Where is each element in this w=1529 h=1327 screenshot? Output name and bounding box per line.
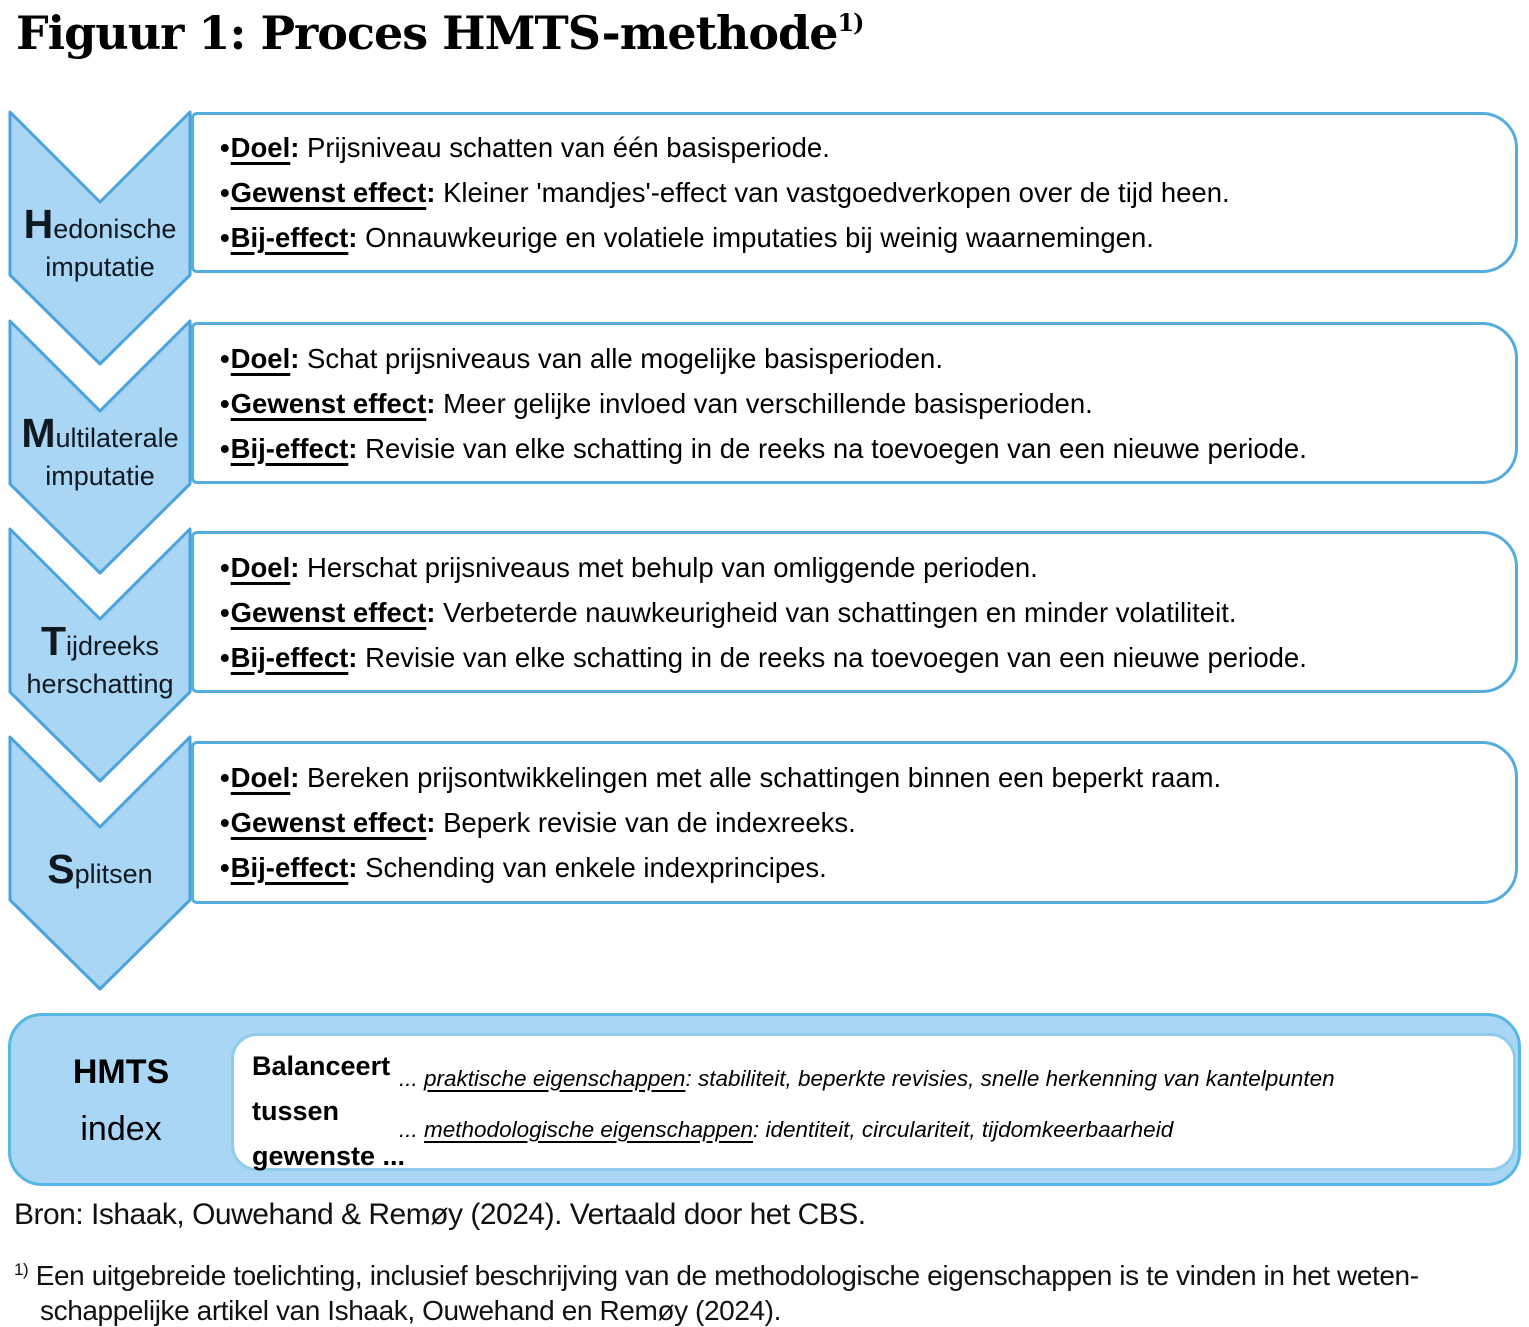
bullet-label: Doel: [230, 762, 291, 793]
chevron-label: Tijdreeks herschatting: [26, 618, 174, 699]
bullet-label: Doel: [230, 132, 291, 163]
bullet-text: Prijsniveau schatten van één basisperiode.: [299, 132, 830, 163]
bullet-text: Beperk revisie van de indexreeks.: [435, 807, 856, 838]
bullet-label: Gewenst effect: [230, 177, 427, 208]
footnote-line2: schappelijke artikel van Ishaak, Ouwehand en Remøy (2024).: [40, 1295, 781, 1326]
bullet-label: Bij-effect: [230, 222, 349, 253]
bullet-label: Bij-effect: [230, 641, 349, 673]
bullet-text: Revisie van elke schatting in de reeks na toevoegen van een nieuwe periode.: [357, 641, 1307, 673]
bullet-text: Bereken prijsontwikkelingen met alle schattingen binnen een beperkt raam.: [299, 762, 1222, 793]
bullet-text: Verbeterde nauwkeurigheid van schattingen en minder volatiliteit.: [435, 596, 1237, 628]
hmts-index-label-line1: HMTS: [72, 1053, 170, 1091]
bullet-label: Doel: [230, 551, 291, 583]
bullet-item: •Doel: Prijsniveau schatten van één basisperiode.: [220, 132, 830, 163]
balance-intro-line2: tussen: [252, 1096, 340, 1126]
balance-intro: [252, 1044, 405, 1179]
bullet-dot: •: [220, 807, 230, 838]
bullet-dot: •: [220, 762, 230, 793]
bullet-text: Meer gelijke invloed van verschillende basisperioden.: [435, 387, 1093, 419]
bullet-text: Kleiner 'mandjes'-effect van vastgoedverkopen over de tijd heen.: [435, 177, 1230, 208]
balance-box: [231, 1033, 1516, 1171]
bullet-label: Doel: [230, 342, 291, 374]
bullet-text: Revisie van elke schatting in de reeks na toevoegen van een nieuwe periode.: [357, 432, 1307, 464]
bullet-item: •Bij-effect: Revisie van elke schatting in de reeks na toevoegen van een nieuwe periode.: [220, 432, 1307, 464]
chevron-label: Multilaterale imputatie: [21, 410, 179, 491]
chevron-label: Hedonische imputatie: [23, 201, 177, 282]
footnote-line1: $^{1)}$ Een uitgebreide toelichting, inclusief beschrijving van de methodologische eigenschappen is te vinden in het weten-: [14, 1260, 1419, 1291]
bullet-dot: •: [220, 641, 230, 673]
property-rest: : identiteit, circulariteit, tijdomkeerbaarheid: [753, 1117, 1174, 1142]
bullet-item: •Gewenst effect: Meer gelijke invloed van verschillende basisperioden.: [220, 387, 1093, 419]
hmts-index-label-line2: index: [80, 1110, 162, 1148]
bullet-item: •Doel: Schat prijsniveaus van alle mogelijke basisperioden.: [220, 342, 943, 374]
bullet-item: •Gewenst effect: Beperk revisie van de indexreeks.: [220, 807, 856, 838]
property-rest: : stabiliteit, beperkte revisies, snelle herkenning van kantelpunten: [685, 1066, 1335, 1091]
bullet-item: •Doel: Herschat prijsniveaus met behulp van omliggende perioden.: [220, 551, 1038, 583]
bullet-dot: •: [220, 177, 230, 208]
bullet-item: •Gewenst effect: Verbeterde nauwkeurigheid van schattingen en minder volatiliteit.: [220, 596, 1237, 628]
bullet-dot: •: [220, 432, 230, 464]
bullet-dot: •: [220, 551, 230, 583]
label-initial: H: [23, 201, 54, 247]
step-box: [191, 741, 1518, 904]
balance-intro-line1: Balanceert: [252, 1051, 391, 1081]
property-line: ... praktische eigenschappen: stabiliteit, beperkte revisies, snelle herkenning van kantelpunten: [399, 1066, 1335, 1091]
bullet-item: •Bij-effect: Revisie van elke schatting in de reeks na toevoegen van een nieuwe periode.: [220, 641, 1307, 673]
bullet-label: Gewenst effect: [230, 596, 427, 628]
bullet-item: •Doel: Bereken prijsontwikkelingen met alle schattingen binnen een beperkt raam.: [220, 762, 1222, 793]
chevron-label: Splitsen: [47, 846, 153, 892]
hmts-index-box: [8, 1013, 1521, 1186]
source-note: Bron: Ishaak, Ouwehand & Remøy (2024). Vertaald door het CBS.: [14, 1198, 866, 1231]
property-term: praktische eigenschappen: [424, 1066, 686, 1091]
step-box: [191, 112, 1518, 273]
footnote-marker: 1): [14, 1260, 29, 1279]
bullet-text: Schat prijsniveaus van alle mogelijke basisperioden.: [299, 342, 943, 374]
hmts-index-label: [31, 1044, 211, 1158]
step-box: [191, 531, 1518, 693]
bullet-dot: •: [220, 387, 230, 419]
bullet-dot: •: [220, 132, 230, 163]
figure-title: [16, 6, 864, 60]
footnote: [14, 1252, 1419, 1327]
properties-list: [399, 1066, 1335, 1143]
bullet-label: Bij-effect: [230, 852, 349, 883]
bullet-dot: •: [220, 222, 230, 253]
bullet-text: Herschat prijsniveaus met behulp van omliggende perioden.: [299, 551, 1038, 583]
bullet-dot: •: [220, 342, 230, 374]
label-initial: S: [47, 846, 75, 892]
bullet-item: •Bij-effect: Onnauwkeurige en volatiele imputaties bij weinig waarnemingen.: [220, 222, 1154, 253]
bullet-text: Schending van enkele indexprincipes.: [357, 852, 827, 883]
label-initial: M: [21, 410, 56, 456]
bullet-label: Gewenst effect: [230, 807, 427, 838]
bullet-label: Gewenst effect: [230, 387, 427, 419]
step-box: [191, 322, 1518, 484]
footnote-marker-sup: 1): [837, 8, 864, 37]
bullet-dot: •: [220, 596, 230, 628]
bullet-text: Onnauwkeurige en volatiele imputaties bij weinig waarnemingen.: [357, 222, 1154, 253]
property-line: ... methodologische eigenschappen: identiteit, circulariteit, tijdomkeerbaarheid: [399, 1117, 1174, 1142]
figure-title-text: Figuur 1: Proces HMTS-methode: [16, 6, 838, 60]
bullet-item: •Gewenst effect: Kleiner 'mandjes'-effect van vastgoedverkopen over de tijd heen.: [220, 177, 1230, 208]
bullet-label: Bij-effect: [230, 432, 349, 464]
property-term: methodologische eigenschappen: [424, 1117, 754, 1142]
label-initial: T: [40, 618, 66, 664]
bullet-item: •Bij-effect: Schending van enkele indexprincipes.: [220, 852, 827, 883]
balance-intro-line3: gewenste ...: [252, 1141, 406, 1171]
bullet-dot: •: [220, 852, 230, 883]
